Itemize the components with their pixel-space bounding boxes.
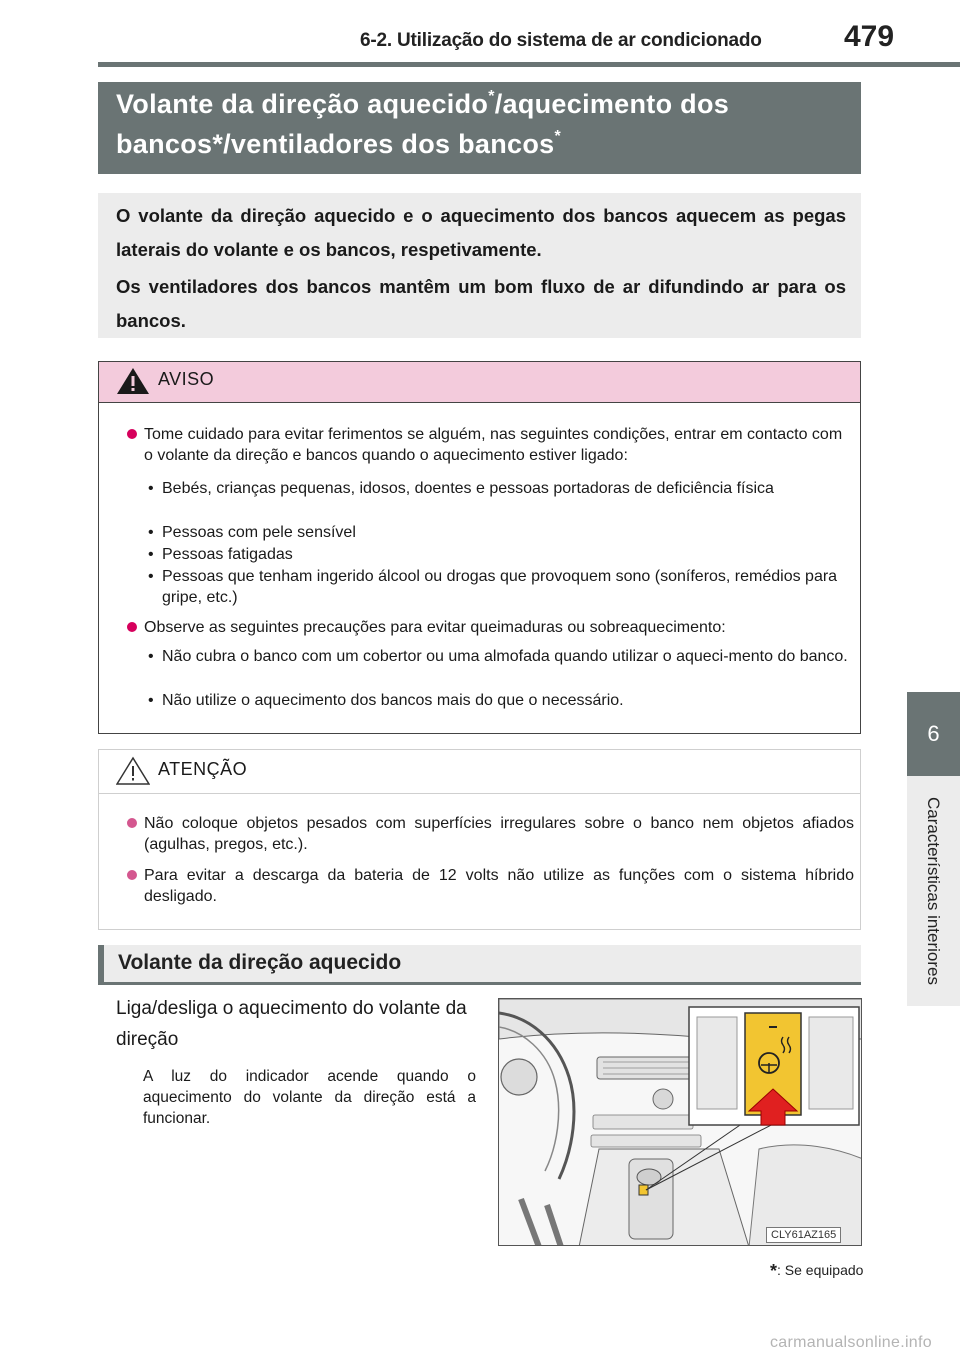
interior-illustration-drawing xyxy=(499,999,862,1246)
intro-paragraph-2: Os ventiladores dos bancos mantêm um bom fluxo de ar difundindo ar para os bancos. xyxy=(116,276,846,331)
section-note-text: A luz do indicador acende quando o aquecimento do volante da direção está a funcionar. xyxy=(143,1068,476,1127)
warning-subitem: • Não utilize o aquecimento dos bancos mais do que o necessário. xyxy=(148,692,624,709)
page-title xyxy=(98,82,861,174)
chapter-tab-number: 6 xyxy=(907,692,960,776)
footnote-text: : Se equipado xyxy=(777,1262,864,1278)
footnote xyxy=(770,1261,863,1282)
warning-subitem: • Pessoas com pele sensível xyxy=(148,524,356,541)
sub-bullet: • xyxy=(148,648,154,665)
sub-bullet: • xyxy=(148,524,154,541)
interior-illustration xyxy=(498,998,862,1246)
header-rule xyxy=(98,62,960,67)
section-lead-text: Liga/desliga o aquecimento do volante da direção xyxy=(116,998,467,1050)
warning-item-2: Observe as seguintes precauções para evitar queimaduras ou sobreaquecimento: xyxy=(144,619,726,636)
warning-bullet-icon xyxy=(127,622,137,632)
sub-bullet: • xyxy=(148,480,154,497)
warning-bullet-icon xyxy=(127,429,137,439)
title-part2: /aquecimento dos xyxy=(494,89,730,119)
title-asterisk: * xyxy=(488,88,495,105)
title-part1: Volante da direção aquecido xyxy=(116,89,489,119)
sub-bullet: • xyxy=(148,568,154,585)
sub-bullet: • xyxy=(148,692,154,709)
title-part3: bancos*/ventiladores dos bancos xyxy=(116,129,555,159)
running-header-section: 6-2. Utilização do sistema de ar condicionado xyxy=(360,30,762,51)
section-heading-text: Volante da direção aquecido xyxy=(118,951,402,974)
warning-title: AVISO xyxy=(158,369,215,389)
watermark: carmanualsonline.info xyxy=(770,1334,932,1351)
warning-subitem: • Pessoas que tenham ingerido álcool ou drogas que provoquem sono (soníferos, remédios para gripe, etc.) xyxy=(148,568,838,606)
warning-triangle-icon xyxy=(116,366,150,396)
caution-bullet-icon xyxy=(127,818,137,828)
warning-subitem: • Pessoas fatigadas xyxy=(148,546,293,563)
sub-bullet: • xyxy=(148,546,154,563)
caution-header-rule xyxy=(98,793,861,794)
section-heading xyxy=(98,945,861,985)
caution-item-1: Não coloque objetos pesados com superfícies irregulares sobre o banco nem objetos afiados (agulhas, pregos, etc.). xyxy=(144,815,854,853)
warning-subitem: • Não cubra o banco com um cobertor ou uma almofada quando utilizar o aqueci-mento do banco. xyxy=(148,648,848,665)
title-asterisk-2: * xyxy=(554,128,561,145)
page-number: 479 xyxy=(844,20,895,53)
caution-title: ATENÇÃO xyxy=(158,759,248,779)
intro-paragraph-1: O volante da direção aquecido e o aquecimento dos bancos aquecem as pegas laterais do volante e os bancos, respetivamente. xyxy=(116,205,846,260)
chapter-tab xyxy=(907,776,960,1006)
caution-triangle-icon xyxy=(116,756,150,786)
footnote-mark: * xyxy=(770,1261,778,1281)
caution-bullet-icon xyxy=(127,870,137,880)
figure-code: CLY61AZ165 xyxy=(766,1227,841,1243)
intro-box xyxy=(98,193,861,338)
warning-subitem: • Bebés, crianças pequenas, idosos, doentes e pessoas portadoras de deficiência física xyxy=(148,480,774,497)
warning-item-1: Tome cuidado para evitar ferimentos se alguém, nas seguintes condições, entrar em contacto com o volante da direção e bancos quando o aquecimento estiver ligado: xyxy=(144,426,843,464)
caution-item-2: Para evitar a descarga da bateria de 12 volts não utilize as funções com o sistema híbrido desligado. xyxy=(144,867,854,905)
chapter-tab-label: Características interiores xyxy=(924,796,943,986)
